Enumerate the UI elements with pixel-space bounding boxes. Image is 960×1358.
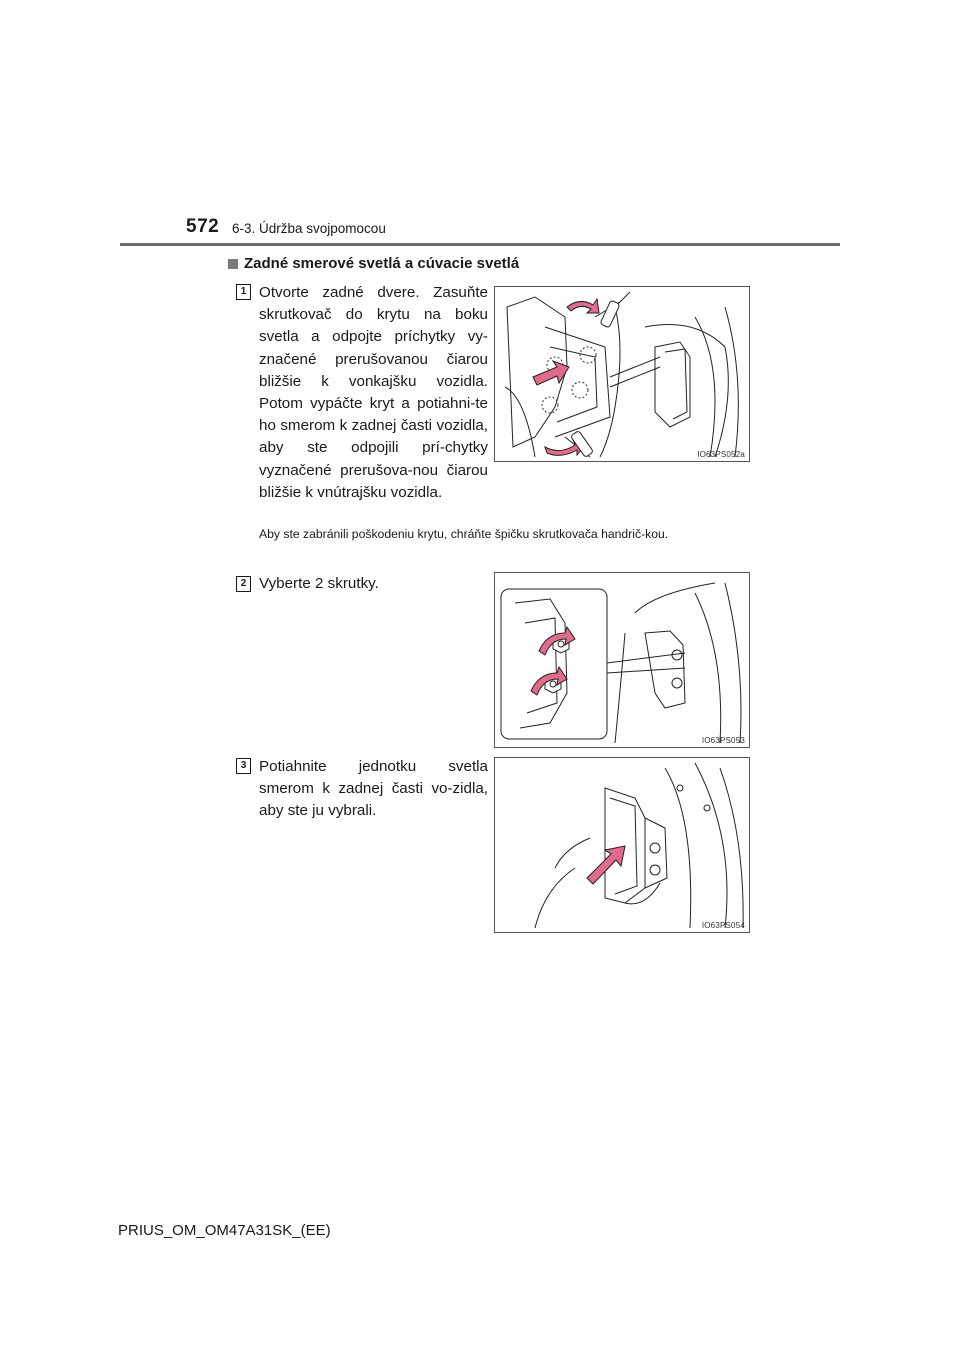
page-number: 572 <box>186 216 220 237</box>
step-2-text: Vyberte 2 skrutky. <box>259 575 379 592</box>
step-1-note: Aby ste zabránili poškodeniu krytu, chráňte špičku skrutkovača handrič-kou. <box>259 527 669 541</box>
figure-step-1 <box>494 286 750 462</box>
figure-code-1: IO63PS052a <box>697 450 745 459</box>
step-3-badge: 3 <box>236 758 251 774</box>
figure-code-3: IO63PS054 <box>701 921 745 930</box>
subheading-text: Zadné smerové svetlá a cúvacie svetlá <box>244 255 520 272</box>
step-1-text: Otvorte zadné dvere. Zasuňte skrutkovač do krytu na boku svetla a odpojte príchytky vy-značené prerušovanou čiarou bližšie k vonkajšku vozidla. Potom vypáčte kryt a potiahni-te ho smerom k zadnej časti vozidla, aby ste odpojili prí-chytky vyznačené prerušova-nou čiarou bližšie k vnútrajšku vozidla. <box>259 284 488 501</box>
rear-light-cover-illustration <box>495 287 749 461</box>
screws-illustration <box>495 573 749 747</box>
step-1-badge: 1 <box>236 284 251 300</box>
figure-code-2: IO63PS053 <box>701 736 745 745</box>
light-unit-removal-illustration <box>495 758 749 932</box>
step-3-text: Potiahnite jednotku svetla smerom k zadnej časti vo-zidla, aby ste ju vybrali. <box>259 758 488 820</box>
square-bullet-icon <box>228 259 238 269</box>
header-rule <box>120 243 840 246</box>
figure-step-3 <box>494 757 750 933</box>
footer-document-code: PRIUS_OM_OM47A31SK_(EE) <box>118 1222 331 1239</box>
subheading <box>228 255 519 272</box>
section-title: 6-3. Údržba svojpomocou <box>232 221 386 236</box>
step-2-badge: 2 <box>236 576 251 592</box>
figure-step-2 <box>494 572 750 748</box>
